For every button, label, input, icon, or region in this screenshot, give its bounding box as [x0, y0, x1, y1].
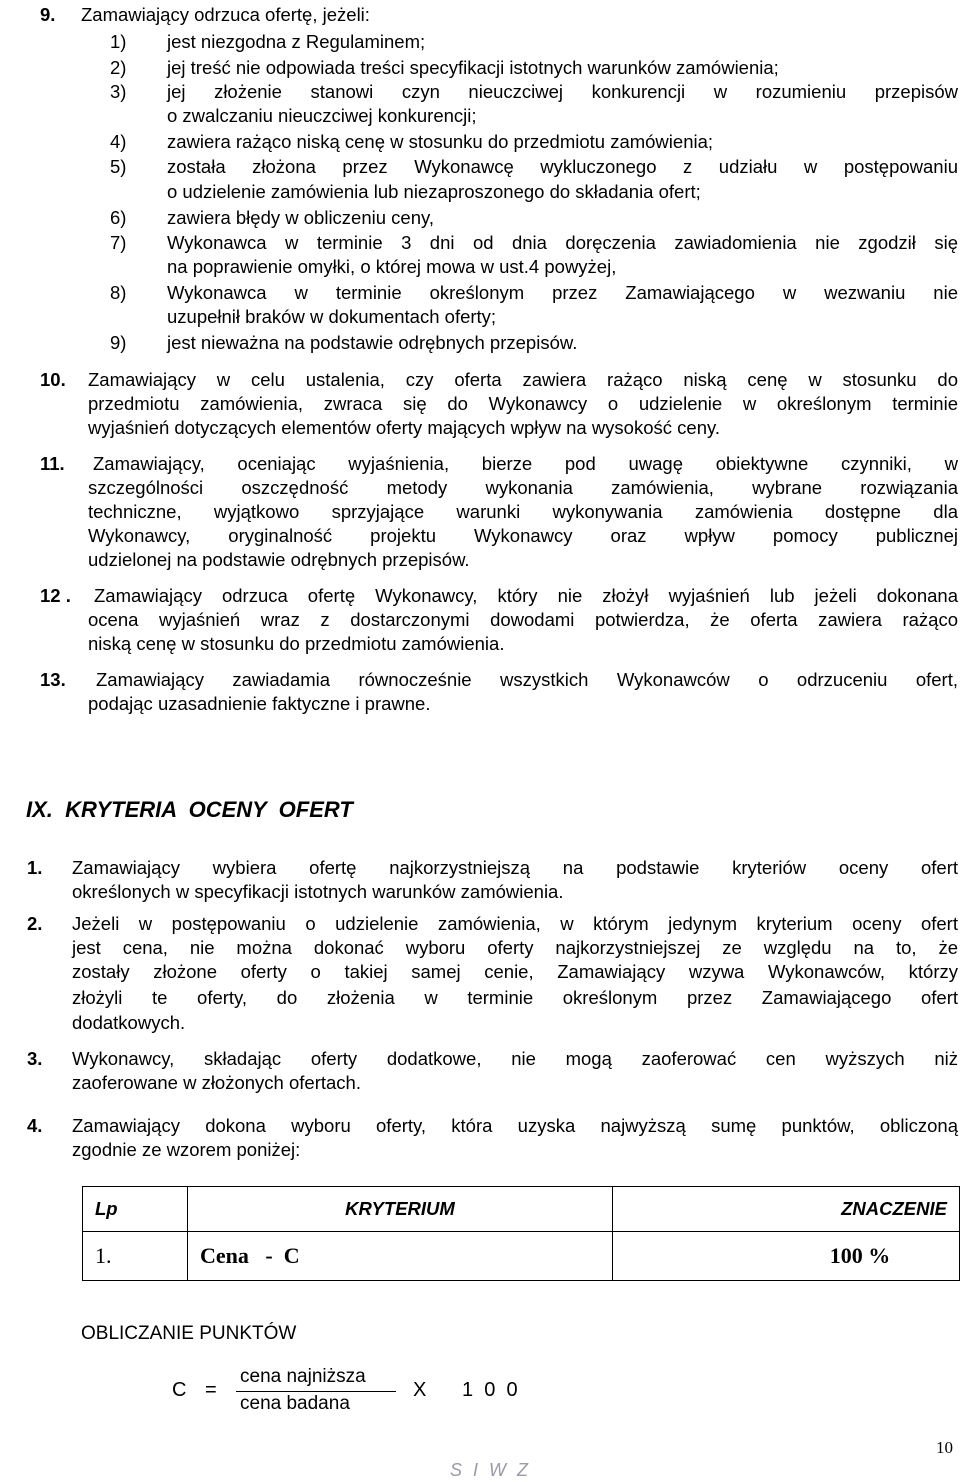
header-lp: Lp	[83, 1187, 188, 1232]
paragraph-line: Zamawiający odrzuca ofertę Wykonawcy, który nie złożył wyjaśnień lub jeżeli dokonana	[94, 585, 958, 606]
formula-lhs: C	[172, 1379, 187, 1401]
list-item-text: jest nieważna na podstawie odrębnych przepisów.	[167, 332, 578, 353]
section-number: 4.	[27, 1115, 43, 1136]
paragraph-line: złożyli te oferty, do złożenia w terminie określonym przez Zamawiającego ofert	[72, 987, 958, 1008]
formula-times: X	[413, 1379, 427, 1401]
list-item-text: uzupełnił braków w dokumentach oferty;	[167, 306, 497, 327]
paragraph-line: Zamawiający, oceniając wyjaśnienia, bierze pod uwagę obiektywne czynniki, w	[93, 453, 958, 474]
paragraph-line: Jeżeli w postępowaniu o udzielenie zamówienia, w którym jedynym kryterium oceny ofert	[72, 913, 958, 934]
formula-numerator: cena najniższa	[240, 1366, 366, 1387]
paragraph-line: jest cena, nie można dokonać wyboru oferty najkorzystniejszej ze względu na to, że	[72, 937, 958, 958]
paragraph-line: Zamawiający dokona wyboru oferty, która uzyska najwyższą sumę punktów, obliczoną	[72, 1115, 958, 1136]
cell-lp: 1.	[83, 1232, 188, 1281]
paragraph-line: niską cenę w stosunku do przedmiotu zamówienia.	[88, 633, 505, 654]
paragraph-line: Zamawiający wybiera ofertę najkorzystniejszą na podstawie kryteriów oceny ofert	[72, 857, 958, 878]
section-number: 9.	[40, 4, 56, 25]
list-item-text: zawiera błędy w obliczeniu ceny,	[167, 207, 435, 228]
paragraph-line: wyjaśnień dotyczących elementów oferty mających wpływ na wysokość ceny.	[88, 417, 720, 438]
section-number: 12 .	[40, 585, 71, 606]
formula-equals: =	[205, 1379, 217, 1401]
paragraph-line: dodatkowych.	[72, 1012, 186, 1033]
table-row	[83, 1232, 960, 1281]
paragraph-line: ocena wyjaśnień wraz z dostarczonymi dowodami potwierdza, że oferta zawiera rażąco	[88, 609, 958, 630]
list-item-number: 4)	[110, 131, 127, 152]
table-header-row	[83, 1187, 960, 1232]
list-item-text: zawiera rażąco niską cenę w stosunku do przedmiotu zamówienia;	[167, 131, 714, 152]
paragraph-line: techniczne, wyjątkowo sprzyjające warunki wykonywania zamówienia dostępne dla	[88, 501, 958, 522]
section-number: 11.	[40, 453, 65, 474]
list-item-number: 8)	[110, 282, 127, 303]
chapter-heading: IX. KRYTERIA OCENY OFERT	[26, 797, 353, 822]
list-item-text: została złożona przez Wykonawcę wykluczonego z udziału w postępowaniu	[167, 156, 958, 177]
section-number: 1.	[27, 857, 43, 878]
list-item-text: Wykonawca w terminie 3 dni od dnia doręczenia zawiadomienia nie zgodził się	[167, 232, 958, 253]
paragraph-line: Wykonawcy, oryginalność projektu Wykonawcy oraz wpływ pomocy publicznej	[88, 525, 958, 546]
header-kryterium: KRYTERIUM	[188, 1187, 613, 1232]
paragraph-line: podając uzasadnienie faktyczne i prawne.	[88, 693, 431, 714]
page-number: 10	[936, 1438, 953, 1457]
list-item-number: 3)	[110, 81, 127, 102]
list-item-text: jej treść nie odpowiada treści specyfikacji istotnych warunków zamówienia;	[167, 57, 779, 78]
criteria-table	[82, 1186, 960, 1281]
list-item-text: Wykonawca w terminie określonym przez Zamawiającego w wezwaniu nie	[167, 282, 958, 303]
list-item-text: jej złożenie stanowi czyn nieuczciwej konkurencji w rozumieniu przepisów	[167, 81, 958, 102]
cell-znaczenie: 100 %	[613, 1232, 960, 1281]
cell-kryterium: Cena - C	[188, 1232, 613, 1281]
list-item-number: 7)	[110, 232, 127, 253]
list-item-text: jest niezgodna z Regulaminem;	[167, 31, 426, 52]
section-intro: Zamawiający odrzuca ofertę, jeżeli:	[81, 4, 370, 25]
list-item-text: na poprawienie omyłki, o której mowa w ust.4 powyżej,	[167, 256, 617, 277]
formula-factor: 1 0 0	[462, 1379, 518, 1401]
list-item-number: 9)	[110, 332, 127, 353]
paragraph-line: zaoferowane w złożonych ofertach.	[72, 1072, 361, 1093]
list-item-number: 1)	[110, 31, 127, 52]
paragraph-line: szczególności oszczędność metody wykonania zamówienia, wybrane rozwiązania	[88, 477, 958, 498]
paragraph-line: udzielonej na podstawie odrębnych przepisów.	[88, 549, 470, 570]
paragraph-line: Wykonawcy, składając oferty dodatkowe, nie mogą zaoferować cen wyższych niż	[72, 1048, 958, 1069]
calc-title: OBLICZANIE PUNKTÓW	[81, 1323, 297, 1344]
paragraph-line: Zamawiający zawiadamia równocześnie wszystkich Wykonawców o odrzuceniu ofert,	[96, 669, 958, 690]
section-number: 2.	[27, 913, 43, 934]
list-item-number: 5)	[110, 156, 127, 177]
paragraph-line: zostały złożone oferty o takiej samej cenie, Zamawiający wzywa Wykonawców, którzy	[72, 961, 958, 982]
paragraph-line: Zamawiający w celu ustalenia, czy oferta zawiera rażąco niską cenę w stosunku do	[88, 369, 958, 390]
list-item-number: 6)	[110, 207, 127, 228]
formula-denominator: cena badana	[240, 1393, 350, 1414]
list-item-number: 2)	[110, 57, 127, 78]
section-number: 3.	[27, 1048, 43, 1069]
list-item-text: o zwalczaniu nieuczciwej konkurencji;	[167, 105, 477, 126]
paragraph-line: określonych w specyfikacji istotnych warunków zamówienia.	[72, 881, 564, 902]
section-number: 13.	[40, 669, 66, 690]
paragraph-line: przedmiotu zamówienia, zwraca się do Wykonawcy o udzielenie w określonym terminie	[88, 393, 958, 414]
header-znaczenie: ZNACZENIE	[613, 1187, 960, 1232]
list-item-text: o udzielenie zamówienia lub niezaproszonego do składania ofert;	[167, 181, 701, 202]
footer-label: S I W Z	[450, 1460, 531, 1480]
paragraph-line: zgodnie ze wzorem poniżej:	[72, 1139, 301, 1160]
section-number: 10.	[40, 369, 66, 390]
